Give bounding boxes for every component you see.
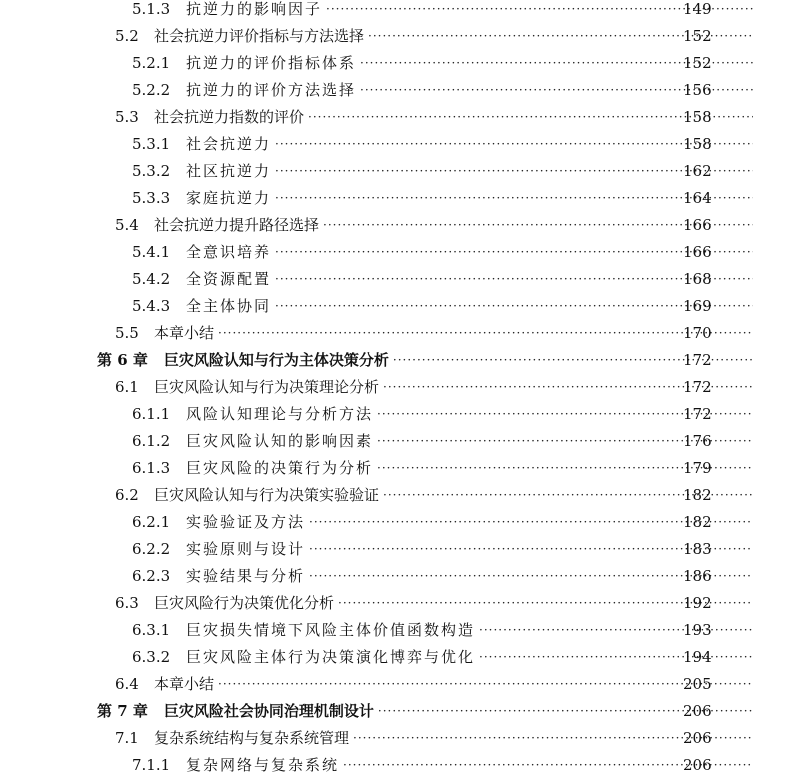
toc-dot-leader (275, 244, 753, 260)
toc-entry-number: 5.3 (115, 107, 139, 126)
toc-subsection-entry[interactable] (0, 508, 793, 535)
toc-entry-page: 156 (683, 80, 712, 99)
toc-entry-page: 168 (683, 269, 712, 288)
toc-subsection-entry[interactable] (0, 616, 793, 643)
toc-entry-page: 206 (683, 755, 712, 774)
toc-entry-number: 5.5 (115, 323, 139, 342)
toc-entry-page: 176 (683, 431, 712, 450)
toc-dot-leader (275, 163, 753, 179)
toc-entry-page: 172 (683, 350, 712, 369)
toc-entry-page: 152 (683, 26, 712, 45)
toc-entry-title: 风险认知理论与分析方法 (186, 405, 374, 423)
toc-entry-title: 全意识培养 (186, 243, 272, 261)
toc-subsection-entry[interactable] (0, 562, 793, 589)
toc-entry-title: 社会抗逆力评价指标与方法选择 (154, 27, 365, 45)
toc-entry-number: 5.4.3 (132, 296, 171, 315)
toc-section-entry[interactable] (0, 103, 793, 130)
toc-section-entry[interactable] (0, 670, 793, 697)
toc-entry-number: 7.1 (115, 728, 139, 747)
toc-entry-page: 183 (683, 539, 712, 558)
toc-entry-title: 全资源配置 (186, 270, 272, 288)
toc-entry-title: 实验验证及方法 (186, 513, 306, 531)
toc-entry-title: 抗逆力的评价方法选择 (186, 81, 357, 99)
toc-entry-number: 5.1.3 (132, 0, 171, 18)
toc-entry-number: 6.2.1 (132, 512, 171, 531)
toc-subsection-entry[interactable] (0, 535, 793, 562)
toc-entry-title: 巨灾风险的决策行为分析 (186, 459, 374, 477)
toc-entry-page: 172 (683, 377, 712, 396)
toc-entry-number: 6.1 (115, 377, 139, 396)
toc-entry-number: 5.2 (115, 26, 139, 45)
toc-entry-page: 179 (683, 458, 712, 477)
toc-entry-number: 7.1.1 (132, 755, 171, 774)
toc-entry-page: 166 (683, 242, 712, 261)
toc-entry-number: 第 6 章 (97, 351, 148, 369)
toc-subsection-entry[interactable] (0, 130, 793, 157)
toc-entry-number: 6.2.2 (132, 539, 171, 558)
toc-entry-page: 170 (683, 323, 712, 342)
toc-dot-leader (275, 271, 753, 287)
toc-entry-number: 5.2.1 (132, 53, 171, 72)
toc-entry-page: 206 (683, 728, 712, 747)
toc-entry-number: 5.4.2 (132, 269, 171, 288)
toc-dot-leader (479, 649, 753, 665)
toc-entry-title: 实验结果与分析 (186, 567, 306, 585)
toc-entry-number: 5.2.2 (132, 80, 171, 99)
toc-dot-leader (275, 298, 753, 314)
toc-section-entry[interactable] (0, 589, 793, 616)
toc-entry-title: 巨灾风险主体行为决策演化博弈与优化 (186, 648, 476, 666)
toc-entry-page: 194 (683, 647, 712, 666)
toc-dot-leader (218, 676, 753, 692)
toc-entry-number: 6.2 (115, 485, 139, 504)
toc-entry-title: 巨灾损失情境下风险主体价值函数构造 (186, 621, 476, 639)
toc-entry-title: 巨灾风险行为决策优化分析 (154, 594, 335, 612)
toc-subsection-entry[interactable] (0, 184, 793, 211)
toc-entry-title: 巨灾风险认知与行为决策理论分析 (154, 378, 380, 396)
toc-entry-number: 5.3.3 (132, 188, 171, 207)
toc-entry-number: 6.1.2 (132, 431, 171, 450)
toc-entry-page: 162 (683, 161, 712, 180)
toc-entry-title: 巨灾风险认知的影响因素 (186, 432, 374, 450)
toc-subsection-entry[interactable] (0, 49, 793, 76)
toc-entry-page: 152 (683, 53, 712, 72)
toc-entry-title: 全主体协同 (186, 297, 272, 315)
toc-section-entry[interactable] (0, 724, 793, 751)
toc-subsection-entry[interactable] (0, 157, 793, 184)
toc-entry-page: 169 (683, 296, 712, 315)
toc-entry-number: 6.3.1 (132, 620, 171, 639)
toc-subsection-entry[interactable] (0, 265, 793, 292)
toc-entry-page: 205 (683, 674, 712, 693)
toc-entry-number: 第 7 章 (97, 702, 148, 720)
toc-chapter-entry[interactable] (0, 697, 793, 724)
toc-entry-title: 本章小结 (154, 675, 215, 693)
toc-entry-title: 抗逆力的影响因子 (186, 0, 323, 18)
toc-entry-page: 158 (683, 107, 712, 126)
toc-entry-number: 6.3 (115, 593, 139, 612)
toc-entry-title: 抗逆力的评价指标体系 (186, 54, 357, 72)
toc-dot-leader (275, 136, 753, 152)
toc-section-entry[interactable] (0, 211, 793, 238)
toc-subsection-entry[interactable] (0, 751, 793, 778)
toc-entry-page: 158 (683, 134, 712, 153)
toc-subsection-entry[interactable] (0, 238, 793, 265)
toc-subsection-entry[interactable] (0, 643, 793, 670)
toc-entry-title: 社区抗逆力 (186, 162, 272, 180)
toc-entry-title: 复杂系统结构与复杂系统管理 (154, 729, 350, 747)
toc-entry-page: 149 (683, 0, 712, 18)
toc-subsection-entry[interactable] (0, 454, 793, 481)
toc-subsection-entry[interactable] (0, 0, 793, 22)
toc-entry-title: 巨灾风险社会协同治理机制设计 (163, 702, 374, 720)
toc-entry-page: 182 (683, 512, 712, 531)
toc-subsection-entry[interactable] (0, 427, 793, 454)
toc-section-entry[interactable] (0, 319, 793, 346)
toc-entry-number: 5.4.1 (132, 242, 171, 261)
toc-dot-leader (218, 325, 753, 341)
toc-entry-page: 192 (683, 593, 712, 612)
toc-entry-page: 166 (683, 215, 712, 234)
toc-entry-number: 5.3.1 (132, 134, 171, 153)
toc-entry-page: 182 (683, 485, 712, 504)
toc-entry-page: 193 (683, 620, 712, 639)
toc-section-entry[interactable] (0, 481, 793, 508)
toc-entry-number: 6.2.3 (132, 566, 171, 585)
toc-entry-title: 本章小结 (154, 324, 215, 342)
toc-entry-page: 172 (683, 404, 712, 423)
toc-subsection-entry[interactable] (0, 292, 793, 319)
toc-entry-number: 6.3.2 (132, 647, 171, 666)
toc-entry-title: 实验原则与设计 (186, 540, 306, 558)
toc-dot-leader (479, 622, 753, 638)
toc-entry-title: 社会抗逆力指数的评价 (154, 108, 305, 126)
toc-entry-title: 社会抗逆力提升路径选择 (154, 216, 320, 234)
toc-entry-title: 社会抗逆力 (186, 135, 272, 153)
toc-entry-title: 巨灾风险认知与行为主体决策分析 (163, 351, 389, 369)
toc-entry-page: 164 (683, 188, 712, 207)
toc-section-entry[interactable] (0, 22, 793, 49)
toc-entry-page: 206 (683, 701, 712, 720)
toc-entry-number: 6.1.3 (132, 458, 171, 477)
toc-entry-page: 186 (683, 566, 712, 585)
toc-subsection-entry[interactable] (0, 76, 793, 103)
toc-entry-number: 6.1.1 (132, 404, 171, 423)
toc-section-entry[interactable] (0, 373, 793, 400)
toc-entry-number: 5.3.2 (132, 161, 171, 180)
toc-entry-number: 5.4 (115, 215, 139, 234)
toc-entry-title: 复杂网络与复杂系统 (186, 756, 340, 774)
toc-subsection-entry[interactable] (0, 400, 793, 427)
toc-entry-title: 巨灾风险认知与行为决策实验验证 (154, 486, 380, 504)
toc-entry-number: 6.4 (115, 674, 139, 693)
toc-chapter-entry[interactable] (0, 346, 793, 373)
toc-dot-leader (275, 190, 753, 206)
toc-entry-title: 家庭抗逆力 (186, 189, 272, 207)
